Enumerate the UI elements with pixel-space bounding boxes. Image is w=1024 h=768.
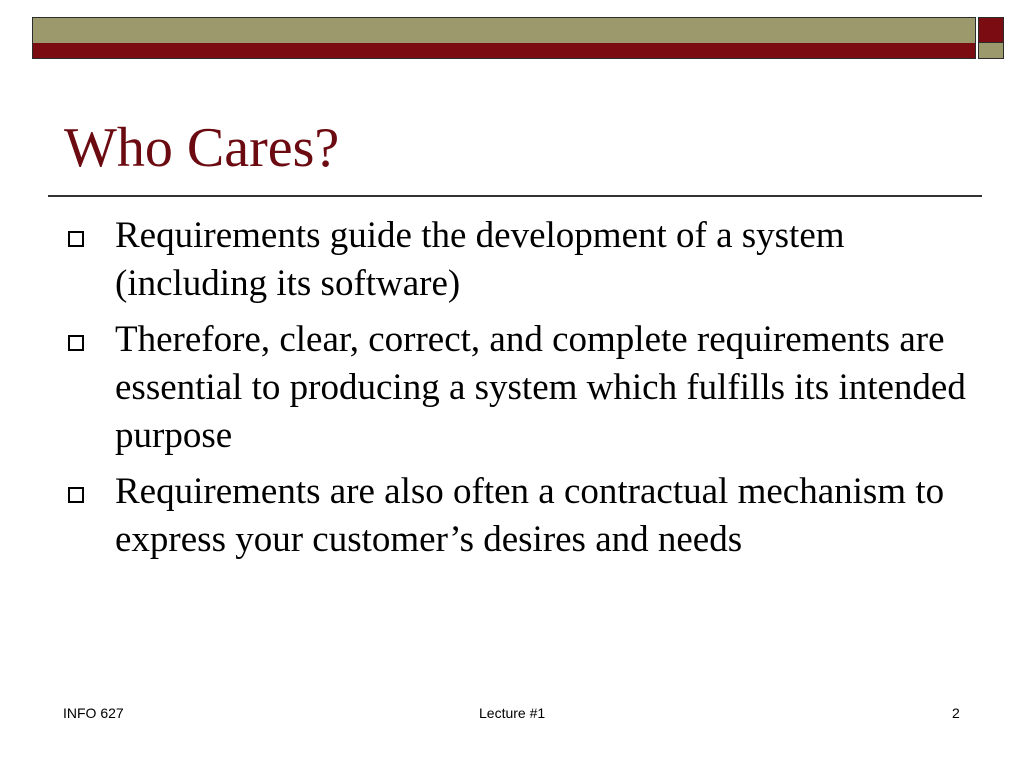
- bullet-item: [64, 212, 974, 308]
- footer-lecture-label: Lecture #1: [479, 705, 546, 721]
- title-divider: [48, 195, 982, 197]
- bullet-list: [64, 212, 974, 572]
- footer-course-code: INFO 627: [63, 705, 124, 721]
- top-decorative-banner: [0, 0, 1024, 60]
- slide-title: Who Cares?: [64, 117, 340, 179]
- footer-slide-number: 2: [952, 705, 960, 721]
- bullet-text: Requirements guide the development of a system (including its software): [115, 215, 845, 304]
- hollow-square-bullet-icon: [68, 487, 84, 503]
- bullet-text: Requirements are also often a contractual mechanism to express your customer’s desires and needs: [115, 471, 945, 560]
- banner-maroon-stripe: [32, 43, 976, 59]
- bullet-item: [64, 316, 974, 460]
- banner-corner-maroon-block: [978, 17, 1004, 43]
- hollow-square-bullet-icon: [68, 335, 84, 351]
- hollow-square-bullet-icon: [68, 231, 84, 247]
- banner-corner-olive-block: [978, 43, 1004, 59]
- bullet-item: [64, 468, 974, 564]
- bullet-text: Therefore, clear, correct, and complete requirements are essential to producing a system which fulfills its intended purpose: [115, 319, 966, 456]
- banner-olive-stripe: [32, 17, 976, 43]
